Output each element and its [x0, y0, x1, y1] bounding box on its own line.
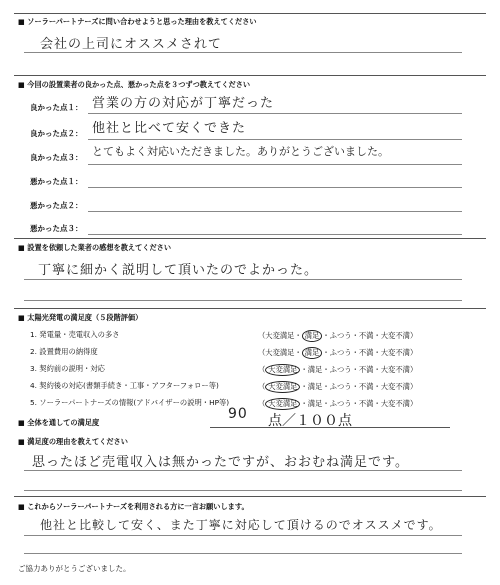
scale-option[interactable]: 大変不満: [380, 348, 410, 357]
good-point-3-label: 良かった点３：: [30, 153, 83, 162]
scale-bracket: （: [258, 331, 266, 340]
scale-option[interactable]: ふつう: [329, 348, 352, 357]
scale-separator: ・: [351, 399, 359, 408]
scale-separator: ・: [351, 382, 359, 391]
scale-bracket: ）: [409, 348, 418, 357]
scale-separator: ・: [300, 382, 308, 391]
scale-option[interactable]: ふつう: [329, 382, 352, 391]
scale-separator: ・: [322, 365, 330, 374]
scale-bracket: （: [258, 399, 266, 408]
satisfaction-scale: [258, 381, 417, 393]
scale-option[interactable]: 満足: [307, 382, 323, 391]
answer-line: [88, 211, 462, 212]
scale-option[interactable]: 大変不満: [380, 382, 410, 391]
scale-separator: ・: [322, 399, 330, 408]
scale-bracket: ）: [409, 331, 418, 340]
answer-line: [24, 490, 462, 491]
answer-line: [24, 52, 462, 53]
scale-option[interactable]: 不満: [358, 331, 374, 340]
answer-line: [24, 470, 462, 471]
scale-bracket: ）: [409, 382, 418, 391]
bad-point-1-label: 悪かった点１：: [30, 177, 83, 186]
scale-option[interactable]: 大変不満: [380, 331, 410, 340]
section-divider: [14, 238, 486, 239]
satisfaction-scale: [258, 364, 417, 376]
satisfaction-item-3: 3. 契約前の説明・対応: [30, 364, 105, 373]
scale-separator: ・: [351, 348, 359, 357]
reason-answer: 会社の上司にオススメされて: [40, 37, 222, 52]
scale-option[interactable]: 大変不満: [380, 365, 410, 374]
scale-option[interactable]: 満足: [302, 330, 323, 342]
scale-option[interactable]: 満足: [307, 399, 323, 408]
scale-separator: ・: [300, 365, 308, 374]
satisfaction-title: ■ 太陽光発電の満足度（５段階評価）: [18, 313, 143, 322]
reason-title: ■ ソーラーパートナーズに問い合わせようと思った理由を教えてください: [18, 17, 257, 26]
good-point-2-answer: 他社と比べて安くできた: [92, 121, 247, 136]
scale-option[interactable]: 不満: [358, 382, 374, 391]
message-title: ■ これからソーラーパートナーズを利用される方に一言お願いします。: [18, 502, 249, 511]
scale-option[interactable]: 大変満足: [265, 348, 295, 357]
scale-option[interactable]: 大変満足: [265, 381, 300, 393]
overall-reason-title: ■ 満足度の理由を教えてください: [18, 437, 128, 446]
scale-option[interactable]: 満足: [307, 365, 323, 374]
good-point-3-answer: とてもよく対応いただきました。ありがとうございました。: [92, 145, 389, 158]
scale-separator: ・: [351, 365, 359, 374]
scale-separator: ・: [373, 382, 381, 391]
answer-line: [88, 234, 462, 235]
overall-title: ■ 全体を通しての満足度: [18, 418, 100, 427]
overall-score: 90: [228, 406, 248, 422]
answer-line: [24, 279, 462, 280]
scale-bracket: （: [258, 365, 266, 374]
scale-separator: ・: [351, 331, 359, 340]
scale-bracket: （: [258, 382, 266, 391]
section-divider: [14, 308, 486, 309]
scale-option[interactable]: 満足: [302, 347, 323, 359]
scale-separator: ・: [373, 399, 381, 408]
answer-line: [88, 187, 462, 188]
scale-option[interactable]: 大変満足: [265, 398, 300, 410]
scale-bracket: ）: [409, 365, 418, 374]
bad-point-2-label: 悪かった点２：: [30, 201, 83, 210]
satisfaction-item-2: 2. 設置費用の納得度: [30, 347, 98, 356]
scale-option[interactable]: ふつう: [329, 331, 352, 340]
score-underline: [210, 427, 450, 428]
scale-separator: ・: [300, 399, 308, 408]
section-divider: [14, 75, 486, 76]
scale-option[interactable]: ふつう: [329, 399, 352, 408]
impression-title: ■ 設置を依頼した業者の感想を教えてください: [18, 243, 172, 252]
scale-separator: ・: [373, 365, 381, 374]
scale-separator: ・: [322, 348, 330, 357]
points-title: ■ 今回の設置業者の良かった点、悪かった点を３つずつ教えてください: [18, 80, 251, 89]
answer-line: [24, 300, 462, 301]
scale-option[interactable]: 大変満足: [265, 331, 295, 340]
thanks-footer: ご協力ありがとうございました。: [18, 564, 131, 573]
message-answer: 他社と比較して安く、また丁寧に対応して頂けるのでオススメです。: [40, 518, 442, 532]
answer-line: [24, 535, 462, 536]
scale-option[interactable]: 大変満足: [265, 364, 300, 376]
scale-separator: ・: [294, 331, 302, 340]
overall-reason-answer: 思ったほど売電収入は無かったですが、おおむね満足です。: [32, 455, 409, 470]
scale-separator: ・: [322, 331, 330, 340]
satisfaction-item-5: 5. ソーラーパートナーズの情報(アドバイザーの説明・HP等): [30, 398, 230, 407]
scale-option[interactable]: 不満: [358, 365, 374, 374]
answer-line: [88, 139, 462, 140]
answer-line: [88, 164, 462, 165]
scale-option[interactable]: 不満: [358, 348, 374, 357]
scale-separator: ・: [294, 348, 302, 357]
impression-answer: 丁寧に細かく説明して頂いたのでよかった。: [38, 263, 319, 278]
scale-separator: ・: [373, 331, 381, 340]
scale-option[interactable]: ふつう: [329, 365, 352, 374]
good-point-1-label: 良かった点１：: [30, 103, 83, 112]
good-point-1-answer: 営業の方の対応が丁寧だった: [92, 96, 275, 111]
scale-option[interactable]: 大変不満: [380, 399, 410, 408]
answer-line: [24, 553, 462, 554]
section-divider: [14, 13, 486, 14]
bad-point-3-label: 悪かった点３：: [30, 224, 83, 233]
scale-bracket: （: [258, 348, 266, 357]
satisfaction-scale: [258, 398, 417, 410]
good-point-2-label: 良かった点２：: [30, 129, 83, 138]
section-divider: [14, 496, 486, 497]
answer-line: [88, 113, 462, 114]
satisfaction-item-1: 1. 発電量・売電収入の多さ: [30, 330, 120, 339]
overall-score-suffix: 点／１００点: [268, 413, 352, 429]
scale-option[interactable]: 不満: [358, 399, 374, 408]
satisfaction-scale: [258, 330, 417, 342]
satisfaction-scale: [258, 347, 417, 359]
scale-separator: ・: [322, 382, 330, 391]
scale-separator: ・: [373, 348, 381, 357]
scale-bracket: ）: [409, 399, 418, 408]
satisfaction-item-4: 4. 契約後の対応(書類手続き・工事・アフターフォロー等): [30, 381, 219, 390]
